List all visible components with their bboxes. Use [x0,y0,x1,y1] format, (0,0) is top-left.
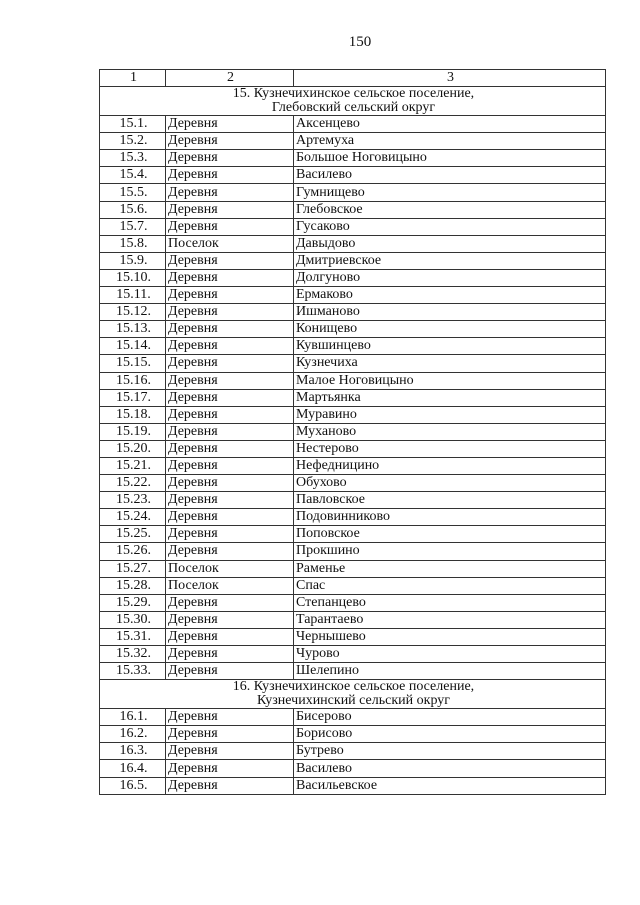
row-number: 15.27. [100,560,166,577]
table-row [100,218,606,235]
table-row [100,743,606,760]
settlement-type: Поселок [166,560,294,577]
row-number: 16.1. [100,709,166,726]
row-number: 15.20. [100,440,166,457]
settlement-type: Деревня [166,116,294,133]
row-number: 15.25. [100,526,166,543]
table-row [100,543,606,560]
table-row [100,406,606,423]
settlement-name: Нефедницино [294,457,606,474]
settlement-type: Деревня [166,646,294,663]
settlement-type: Деревня [166,304,294,321]
section-header-row [100,680,606,709]
row-number: 15.3. [100,150,166,167]
row-number: 15.15. [100,355,166,372]
table-row [100,663,606,680]
row-number: 15.14. [100,338,166,355]
settlement-type: Деревня [166,709,294,726]
table-row [100,492,606,509]
settlements-table [99,69,606,795]
table-row [100,150,606,167]
column-header-2: 2 [166,70,294,87]
table-row [100,646,606,663]
settlement-name: Кузнечиха [294,355,606,372]
settlement-type: Деревня [166,184,294,201]
table-row [100,116,606,133]
settlement-name: Борисово [294,726,606,743]
row-number: 15.19. [100,423,166,440]
settlement-type: Деревня [166,167,294,184]
table-row [100,526,606,543]
settlement-type: Деревня [166,492,294,509]
table-row [100,184,606,201]
row-number: 15.16. [100,372,166,389]
row-number: 15.26. [100,543,166,560]
table-row [100,760,606,777]
row-number: 15.32. [100,646,166,663]
settlement-name: Аксенцево [294,116,606,133]
table-row [100,423,606,440]
settlement-type: Деревня [166,321,294,338]
settlement-type: Деревня [166,526,294,543]
settlement-name: Бутрево [294,743,606,760]
table-row [100,133,606,150]
row-number: 15.2. [100,133,166,150]
settlement-type: Деревня [166,594,294,611]
settlement-name: Мартьянка [294,389,606,406]
settlement-name: Дмитриевское [294,252,606,269]
settlement-name: Бисерово [294,709,606,726]
table-row [100,475,606,492]
settlement-name: Шелепино [294,663,606,680]
row-number: 15.22. [100,475,166,492]
row-number: 15.6. [100,201,166,218]
settlement-type: Деревня [166,372,294,389]
settlement-type: Деревня [166,406,294,423]
settlement-type: Деревня [166,509,294,526]
section-title-line1: 15. Кузнечихинское сельское поселение, [232,86,475,102]
row-number: 15.9. [100,252,166,269]
row-number: 15.10. [100,269,166,286]
settlement-name: Чернышево [294,628,606,645]
settlement-type: Деревня [166,457,294,474]
settlement-name: Тарантаево [294,611,606,628]
settlement-type: Деревня [166,611,294,628]
row-number: 15.24. [100,509,166,526]
settlement-type: Деревня [166,440,294,457]
settlement-name: Муравино [294,406,606,423]
table-row [100,355,606,372]
row-number: 15.12. [100,304,166,321]
settlement-name: Степанцево [294,594,606,611]
table-row [100,372,606,389]
page-number: 150 [348,34,372,50]
row-number: 15.30. [100,611,166,628]
settlement-type: Деревня [166,287,294,304]
row-number: 15.1. [100,116,166,133]
section-title [100,87,606,116]
settlement-name: Давыдово [294,235,606,252]
row-number: 15.11. [100,287,166,304]
row-number: 15.31. [100,628,166,645]
section-header-row [100,87,606,116]
table-body [100,70,606,795]
settlement-type: Деревня [166,201,294,218]
row-number: 15.23. [100,492,166,509]
section-title [100,680,606,709]
table-row [100,252,606,269]
table-row [100,338,606,355]
settlement-type: Деревня [166,252,294,269]
settlement-name: Обухово [294,475,606,492]
table-row [100,577,606,594]
settlement-type: Деревня [166,726,294,743]
settlement-name: Василево [294,760,606,777]
column-header-1: 1 [100,70,166,87]
row-number: 16.3. [100,743,166,760]
table-row [100,457,606,474]
settlement-name: Долгуново [294,269,606,286]
table-row [100,440,606,457]
row-number: 15.18. [100,406,166,423]
table-row [100,321,606,338]
settlement-name: Артемуха [294,133,606,150]
settlement-name: Гумнищево [294,184,606,201]
settlement-type: Деревня [166,743,294,760]
settlement-name: Чурово [294,646,606,663]
row-number: 16.4. [100,760,166,777]
settlement-name: Муханово [294,423,606,440]
table-row [100,628,606,645]
table-row [100,726,606,743]
settlement-name: Ишманово [294,304,606,321]
row-number: 15.29. [100,594,166,611]
settlement-name: Малое Ноговицыно [294,372,606,389]
settlement-type: Деревня [166,389,294,406]
settlement-type: Поселок [166,235,294,252]
settlement-type: Деревня [166,150,294,167]
table-row [100,777,606,794]
settlement-name: Ермаково [294,287,606,304]
table-row [100,560,606,577]
column-header-3: 3 [294,70,606,87]
row-number: 15.5. [100,184,166,201]
row-number: 15.17. [100,389,166,406]
settlement-type: Деревня [166,423,294,440]
settlement-type: Деревня [166,338,294,355]
settlement-type: Деревня [166,133,294,150]
table-row [100,269,606,286]
section-title-line2: Глебовский сельский округ [271,100,436,116]
settlement-name: Василево [294,167,606,184]
row-number: 16.5. [100,777,166,794]
row-number: 15.28. [100,577,166,594]
table-row [100,611,606,628]
row-number: 15.8. [100,235,166,252]
settlement-name: Спас [294,577,606,594]
table-row [100,167,606,184]
settlement-name: Павловское [294,492,606,509]
settlement-type: Деревня [166,218,294,235]
settlement-name: Раменье [294,560,606,577]
settlement-name: Васильевское [294,777,606,794]
row-number: 15.21. [100,457,166,474]
settlement-type: Деревня [166,475,294,492]
settlement-type: Деревня [166,760,294,777]
settlement-type: Деревня [166,663,294,680]
settlement-name: Подовинниково [294,509,606,526]
table-row [100,389,606,406]
table-row [100,709,606,726]
row-number: 15.7. [100,218,166,235]
settlement-type: Деревня [166,777,294,794]
settlement-name: Большое Ноговицыно [294,150,606,167]
settlement-name: Поповское [294,526,606,543]
section-title-line1: 16. Кузнечихинское сельское поселение, [232,679,475,695]
row-number: 15.33. [100,663,166,680]
table-row [100,509,606,526]
settlement-type: Деревня [166,628,294,645]
table-row [100,235,606,252]
section-title-line2: Кузнечихинский сельский округ [256,693,451,709]
settlement-name: Глебовское [294,201,606,218]
table-row [100,304,606,321]
row-number: 16.2. [100,726,166,743]
column-header-row [100,70,606,87]
row-number: 15.13. [100,321,166,338]
settlement-name: Прокшино [294,543,606,560]
settlement-name: Нестерово [294,440,606,457]
settlement-name: Кувшинцево [294,338,606,355]
settlement-type: Деревня [166,543,294,560]
row-number: 15.4. [100,167,166,184]
table-row [100,201,606,218]
table-row [100,287,606,304]
settlement-type: Поселок [166,577,294,594]
settlement-type: Деревня [166,355,294,372]
settlement-type: Деревня [166,269,294,286]
settlement-name: Конищево [294,321,606,338]
table-row [100,594,606,611]
settlement-name: Гусаково [294,218,606,235]
